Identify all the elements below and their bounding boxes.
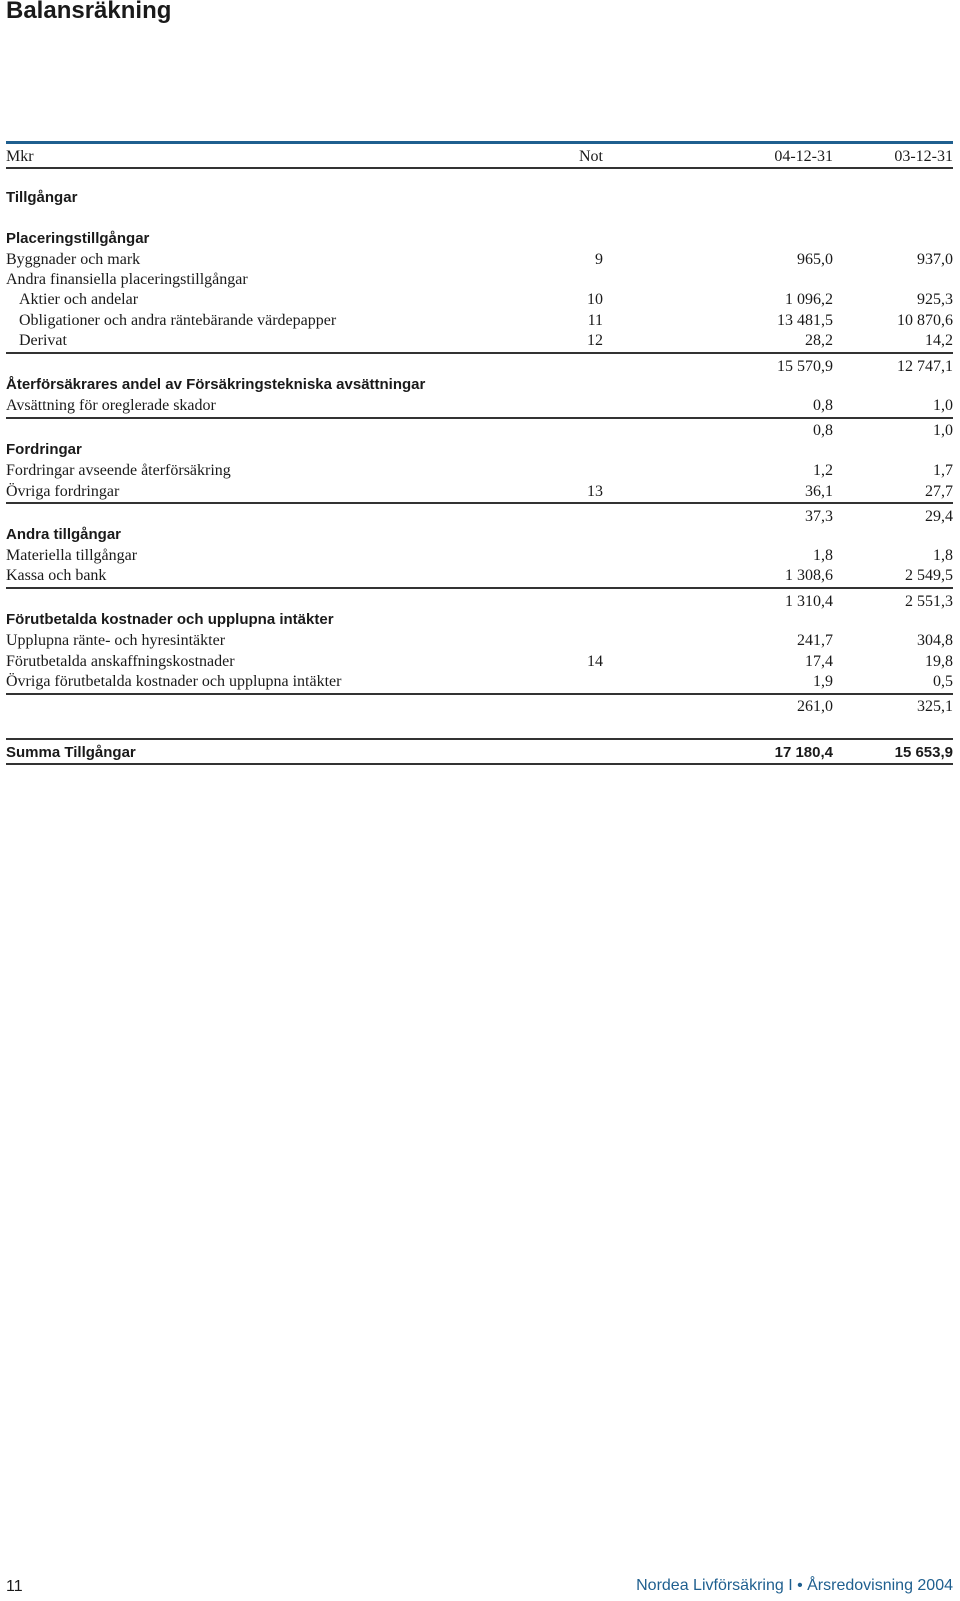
subtotal-row: 0,8 1,0 (813, 422, 953, 439)
table-row: Andra finansiella placeringstillgångar (6, 271, 248, 288)
table-row: Aktier och andelar 10 1 096,2 925,3 (19, 291, 953, 308)
column-header-2003: 03-12-31 (894, 148, 953, 165)
column-header-note: Not (579, 148, 603, 165)
table-row: Avsättning för oreglerade skador 0,8 1,0 (6, 397, 953, 414)
total-row: Summa Tillgångar 17 180,4 15 653,9 (6, 744, 953, 761)
table-row: Övriga förutbetalda kostnader och upplupna intäkter 1,9 0,5 (6, 673, 953, 690)
group-heading: Placeringstillgångar (6, 230, 150, 247)
subtotal-rule (6, 417, 953, 419)
column-header-row (6, 146, 953, 167)
header-rule (6, 141, 953, 144)
group-heading: Förutbetalda kostnader och upplupna intäkter (6, 611, 334, 628)
total-bottom-rule (6, 763, 953, 765)
subtotal-row: 261,0 325,1 (797, 698, 953, 715)
group-heading: Återförsäkrares andel av Försäkringstekniska avsättningar (6, 376, 426, 393)
subtotal-rule (6, 587, 953, 589)
subtotal-rule (6, 693, 953, 695)
section-heading: Tillgångar (6, 189, 78, 206)
column-header-2004: 04-12-31 (774, 148, 833, 165)
table-row: Obligationer och andra räntebärande värdepapper 11 13 481,5 10 870,6 (19, 312, 953, 329)
table-row: Materiella tillgångar 1,8 1,8 (6, 547, 953, 564)
table-row: Derivat 12 28,2 14,2 (19, 332, 953, 349)
table-row: Förutbetalda anskaffningskostnader 14 17,4 19,8 (6, 653, 953, 670)
table-row: Fordringar avseende återförsäkring 1,2 1,7 (6, 462, 953, 479)
subtotal-rule (6, 352, 953, 354)
page-number: 11 (6, 1578, 23, 1595)
group-heading: Fordringar (6, 441, 82, 458)
subtotal-row: 15 570,9 12 747,1 (777, 358, 953, 375)
subtotal-row: 1 310,4 2 551,3 (785, 593, 953, 610)
total-top-rule (6, 738, 953, 740)
table-row: Upplupna ränte- och hyresintäkter 241,7 304,8 (6, 632, 953, 649)
group-heading: Andra tillgångar (6, 526, 122, 543)
table-row: Övriga fordringar 13 36,1 27,7 (6, 483, 953, 500)
header-bottom-rule (6, 167, 953, 169)
table-row: Kassa och bank 1 308,6 2 549,5 (6, 567, 953, 584)
page-title: Balansräkning (6, 0, 172, 24)
column-header-label: Mkr (6, 148, 34, 165)
footer-brand: Nordea Livförsäkring I • Årsredovisning 2004 (636, 1577, 953, 1594)
table-row: Byggnader och mark 9 965,0 937,0 (6, 251, 953, 268)
subtotal-rule (6, 502, 953, 504)
subtotal-row: 37,3 29,4 (805, 508, 953, 525)
